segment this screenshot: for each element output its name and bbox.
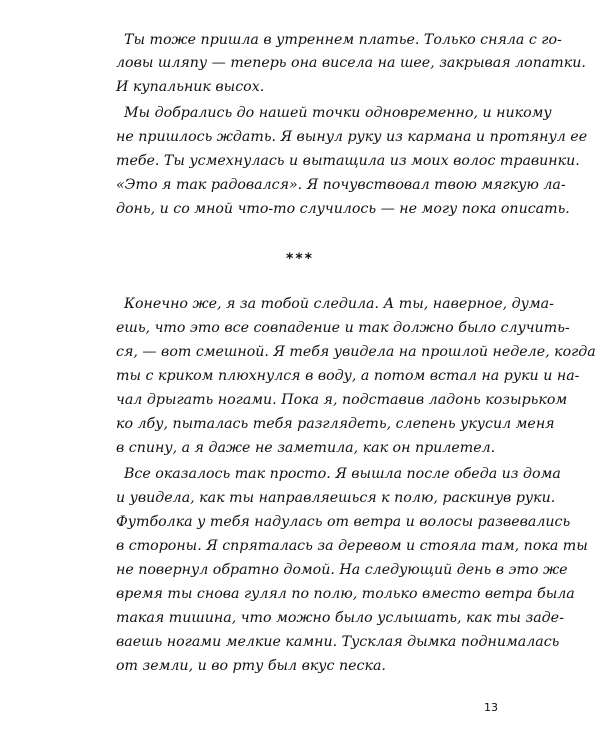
text-line: от земли, и во рту был вкус песка.	[116, 658, 386, 674]
text-line: ты с криком плюхнулся в воду, а потом встал на руки и на-	[116, 368, 580, 384]
text-line: «Это я так радовался». Я почувствовал твою мягкую ла-	[116, 177, 566, 193]
text-line: и увидела, как ты направляешься к полю, раскинув руки.	[116, 490, 556, 506]
text-line: такая тишина, что можно было услышать, как ты заде-	[116, 610, 564, 626]
text-line: время ты снова гулял по полю, только вместо ветра была	[116, 586, 575, 602]
text-line: ко лбу, пыталась тебя разглядеть, слепень укусил меня	[116, 416, 555, 432]
section-separator: ***	[286, 251, 314, 267]
text-line: чал дрыгать ногами. Пока я, подставив ладонь козырьком	[116, 392, 568, 408]
text-line: Конечно же, я за тобой следила. А ты, наверное, дума-	[124, 296, 554, 312]
text-line: не повернул обратно домой. На следующий день в это же	[116, 562, 568, 578]
text-line: донь, и со мной что-то случилось — не могу пока описать.	[116, 201, 570, 217]
text-line: ловы шляпу — теперь она висела на шее, закрывая лопатки.	[116, 55, 586, 71]
text-line: не пришлось ждать. Я вынул руку из кармана и протянул ее	[116, 129, 588, 145]
text-line: Ты тоже пришла в утреннем платье. Только сняла с го-	[124, 32, 562, 48]
text-line: И купальник высох.	[116, 79, 265, 95]
text-line: тебе. Ты усмехнулась и вытащила из моих волос травинки.	[116, 153, 580, 169]
text-line: ся, — вот смешной. Я тебя увидела на прошлой неделе, когда	[116, 344, 596, 360]
text-line: в спину, а я даже не заметила, как он прилетел.	[116, 440, 496, 456]
text-line: Мы добрались до нашей точки одновременно, и никому	[124, 105, 552, 121]
text-line: ешь, что это все совпадение и так должно было случить-	[116, 320, 570, 336]
text-line: ваешь ногами мелкие камни. Тусклая дымка поднималась	[116, 634, 560, 650]
text-line: Все оказалось так просто. Я вышла после обеда из дома	[124, 466, 561, 482]
text-line: в стороны. Я спряталась за деревом и стояла там, пока ты	[116, 538, 588, 554]
text-line: Футболка у тебя надулась от ветра и волосы развевались	[116, 514, 571, 530]
page-number: 13	[484, 701, 498, 714]
